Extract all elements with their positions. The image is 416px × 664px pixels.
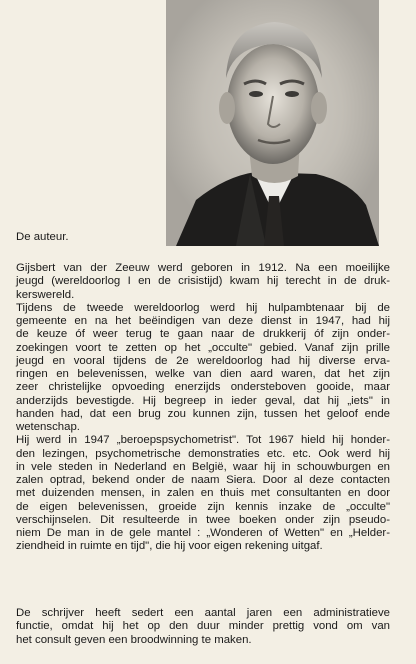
biography-line: gemeente en na het beëindigen van deze dienst in 1947, had hij (16, 315, 390, 327)
biography-line: verschijnselen. Dit resulteerde in twee boeken onder zijn pseudo- (16, 513, 390, 526)
biography-line: den lezingen, psychometrische demonstraties etc. etc. Ook werd hij (16, 447, 390, 460)
biography-line: anderzijds bevestigde. Hij begreep in ieder geval, dat hij „iets" in (16, 394, 390, 407)
biography-line: Hij werd in 1947 „beroepspsychometrist". Tot 1967 hield hij honder- (16, 434, 390, 447)
biography-line: jeugd (wereldoorlog I en de crisistijd) kwam hij terecht in de druk- (16, 275, 390, 288)
closing-line: De schrijver heeft sedert een aantal jaren een administratieve (16, 607, 390, 619)
photo-caption: De auteur. (16, 231, 69, 243)
biography-line: de keuze óf weer terug te gaan naar de drukkerij óf zijn onder- (16, 328, 390, 341)
biography-line: niem De man in de gele mantel : „Wonderen of Wetten" en „Helder- (16, 527, 390, 539)
biography-line: kerswereld. (16, 288, 75, 301)
author-biography (16, 262, 390, 554)
author-portrait (166, 0, 379, 246)
closing-line: het consult geven een broodwinning te maken. (16, 633, 252, 646)
closing-paragraph (16, 607, 390, 647)
biography-line: zeer christelijke opvoeding enerzijds ondersteboven gooide, maar (16, 381, 390, 394)
author-portrait-drawing (166, 0, 379, 246)
biography-line: met duizenden mensen, in zalen en thuis met consultanten en door (16, 487, 390, 500)
biography-line: ziendheid in ruimte en tijd", die hij voor eigen rekening uitgaf. (16, 540, 323, 553)
closing-line: functie, omdat hij het op den duur minder prettig vond om van (16, 620, 390, 633)
biography-line: zalen optrad, bekend onder de naam Siera. Door al deze contacten (16, 474, 390, 486)
biography-line: jeugd en vooral tijdens de 2e wereldoorlog had hij diverse erva- (16, 354, 390, 367)
biography-line: zoekingen voort te zetten op het „occulte" gebied. Vanaf zijn prille (16, 341, 390, 354)
biography-line: de eigen belevenissen, groeide zijn kennis inzake de „occulte" (16, 500, 390, 513)
biography-line: Gijsbert van der Zeeuw werd geboren in 1912. Na een moeilijke (16, 262, 390, 274)
biography-line: ringen en belevenissen, welke van dien aard waren, dat het zijn (16, 368, 390, 380)
biography-line: wetenschap. (16, 421, 80, 433)
biography-line: in vele steden in Nederland en België, waar hij in schouwburgen en (16, 460, 390, 473)
biography-line: Tijdens de tweede wereldoorlog werd hij hulpambtenaar bij de (16, 301, 390, 314)
biography-line: handen had, dat een brug zou kunnen zijn, tussen het geloof ende (16, 407, 390, 420)
